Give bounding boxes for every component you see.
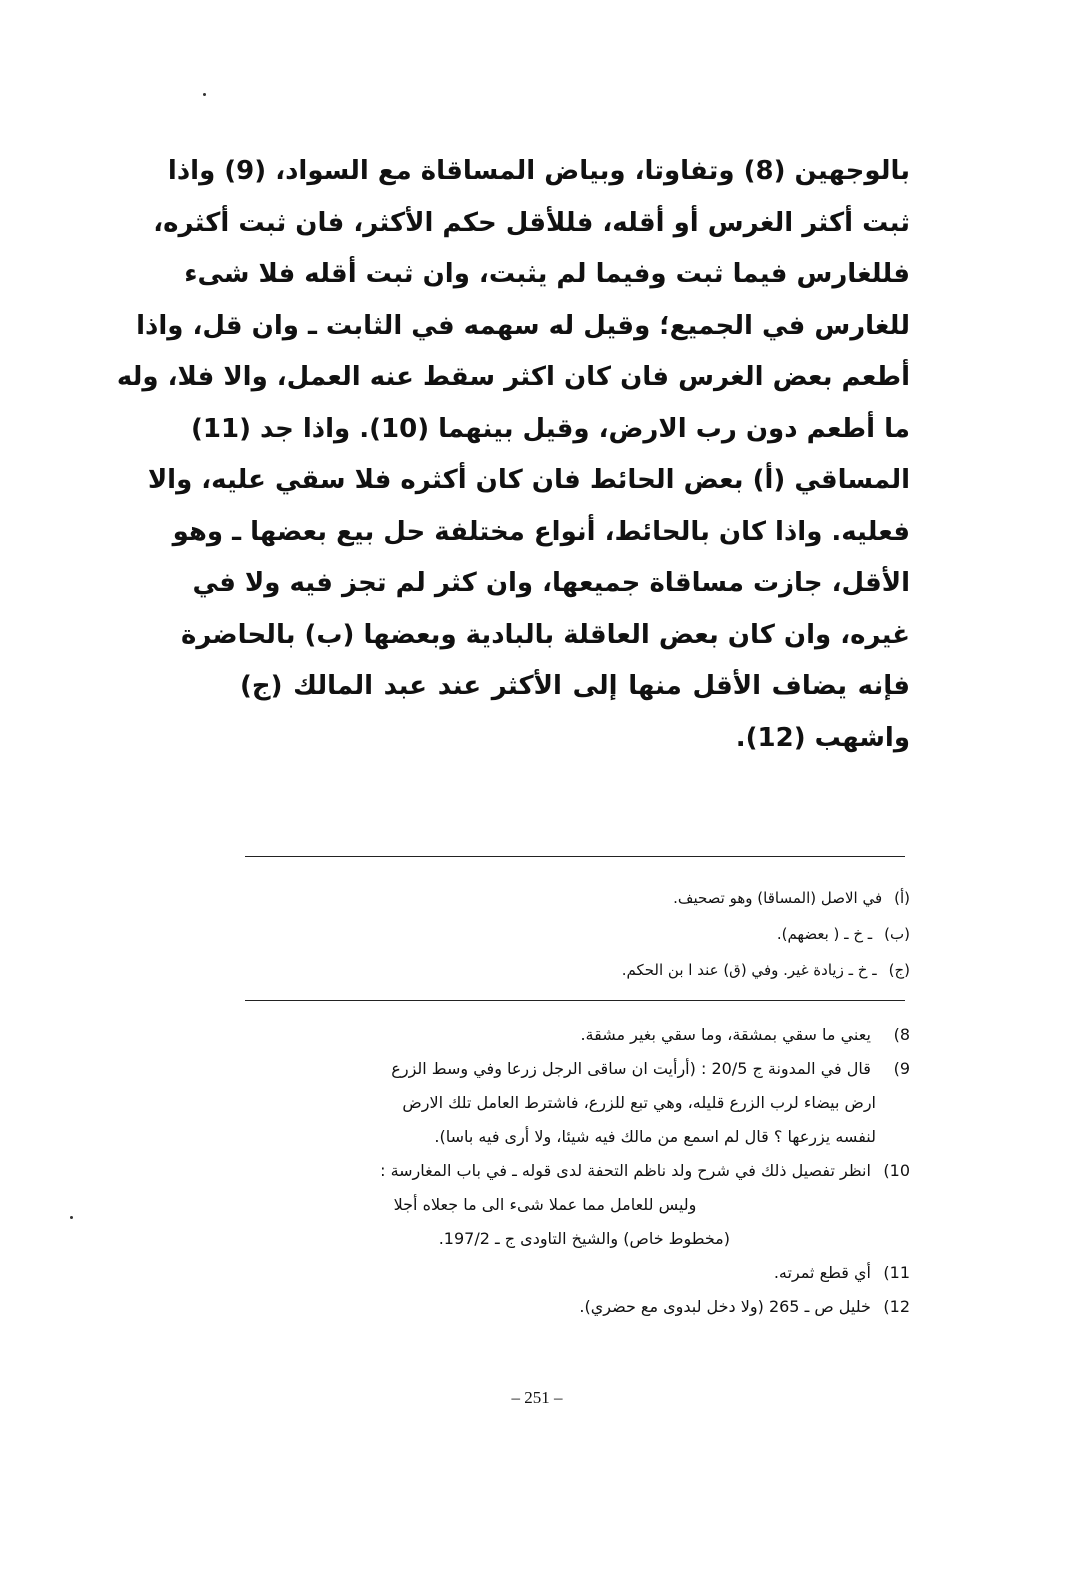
body-line: الأقل، جازت مساقاة جميعها، وان كثر لم تجز فيه ولا في bbox=[192, 568, 910, 598]
variant-note-mark: (ج) bbox=[888, 961, 910, 979]
variant-note-text: ـ خ ـ زيادة غير. وفي (ق) عند ا بن الحكم. bbox=[621, 961, 877, 979]
variant-note bbox=[560, 916, 910, 952]
variant-note-text: ـ خ ـ ( بعضهم). bbox=[776, 925, 873, 943]
scan-speck bbox=[203, 93, 206, 96]
footnote-number: 11) bbox=[883, 1263, 910, 1282]
body-line: غيره، وان كان بعض العاقلة بالبادية وبعضها (ب) بالحاضرة bbox=[181, 619, 910, 650]
footnote-number: 8) bbox=[893, 1025, 910, 1044]
footnote-divider-top bbox=[245, 856, 905, 857]
footnote-text: أي قطع ثمرته. bbox=[773, 1263, 871, 1282]
footnote-text: يعني ما سقي بمشقة، وما سقي بغير مشقة. bbox=[580, 1025, 871, 1044]
footnote-number: 10) bbox=[883, 1161, 910, 1180]
variant-note bbox=[560, 952, 910, 988]
footnote-text: لنفسه يزرعها ؟ قال لم اسمع من مالك فيه شيئا، ولا أرى فيه باسا). bbox=[434, 1127, 876, 1146]
page-number: – 251 – bbox=[511, 1388, 563, 1407]
footnote-number: 12) bbox=[883, 1297, 910, 1316]
footnote-verse: وليس للعامل مما عملا شىء الى ما جعلاه أجلا bbox=[393, 1195, 697, 1214]
body-line: ثبت أكثر الغرس أو أقله، فللأقل حكم الأكثر، فان ثبت أكثره، bbox=[153, 207, 910, 238]
main-body-text bbox=[116, 146, 910, 764]
footnote bbox=[240, 1256, 910, 1290]
footnote bbox=[240, 1290, 910, 1324]
footnote-text: ارض بيضاء لرب الزرع قليله، وهي تبع للزرع، فاشترط العامل تلك الارض bbox=[402, 1093, 876, 1112]
body-line: المساقي (أ) بعض الحائط فان كان أكثره فلا سقي عليه، والا bbox=[147, 465, 910, 495]
footnote bbox=[240, 1018, 910, 1052]
variant-note-mark: (أ) bbox=[894, 889, 910, 907]
body-line: فإنه يضاف الأقل منها إلى الأكثر عند عبد المالك (ج) bbox=[240, 671, 910, 701]
scan-speck bbox=[70, 1216, 73, 1219]
footnote-text: (مخطوط خاص) والشيخ التاودى ج ـ 197/2. bbox=[438, 1229, 730, 1248]
variant-note-mark: (ب) bbox=[884, 925, 910, 943]
body-line: فللغارس فيما ثبت وفيما لم يثبت، وان ثبت أقله فلا شىء bbox=[184, 259, 910, 289]
body-line: ما أطعم دون رب الارض، وقيل بينهما (10). واذا جد (11) bbox=[191, 413, 910, 444]
footnote-divider-bottom bbox=[245, 1000, 905, 1001]
variant-note-text: في الاصل (المساقا) وهو تصحيف. bbox=[673, 889, 883, 907]
footnote-text: خليل ص ـ 265 (ولا دخل لبدوى مع حضري). bbox=[579, 1297, 871, 1316]
body-line: أطعم بعض الغرس فان كان اكثر سقط عنه العمل، والا فلا، وله bbox=[116, 362, 910, 392]
footnotes bbox=[240, 1018, 910, 1324]
body-line: واشهب (12). bbox=[735, 722, 910, 753]
variant-note bbox=[560, 880, 910, 916]
variant-notes bbox=[560, 880, 910, 988]
footnote-text: انظر تفصيل ذلك في شرح ولد ناظم التحفة لدى قوله ـ في باب المغارسة : bbox=[380, 1161, 871, 1180]
footnote bbox=[240, 1154, 910, 1256]
body-line: للغارس في الجميع؛ وقيل له سهمه في الثابت ـ وان قل، واذا bbox=[136, 310, 910, 341]
body-line: بالوجهين (8) وتفاوتا، وبياض المساقاة مع السواد، (9) واذا bbox=[167, 156, 910, 186]
body-line: فعليه. واذا كان بالحائط، أنواع مختلفة حل بيع بعضها ـ وهو bbox=[172, 516, 910, 547]
footnote-text: قال في المدونة ج 20/5 : (أرأيت ان ساقى الرجل زرعا وفي وسط الزرع bbox=[391, 1059, 871, 1078]
footnote-number: 9) bbox=[893, 1059, 910, 1078]
footnote bbox=[240, 1052, 910, 1154]
